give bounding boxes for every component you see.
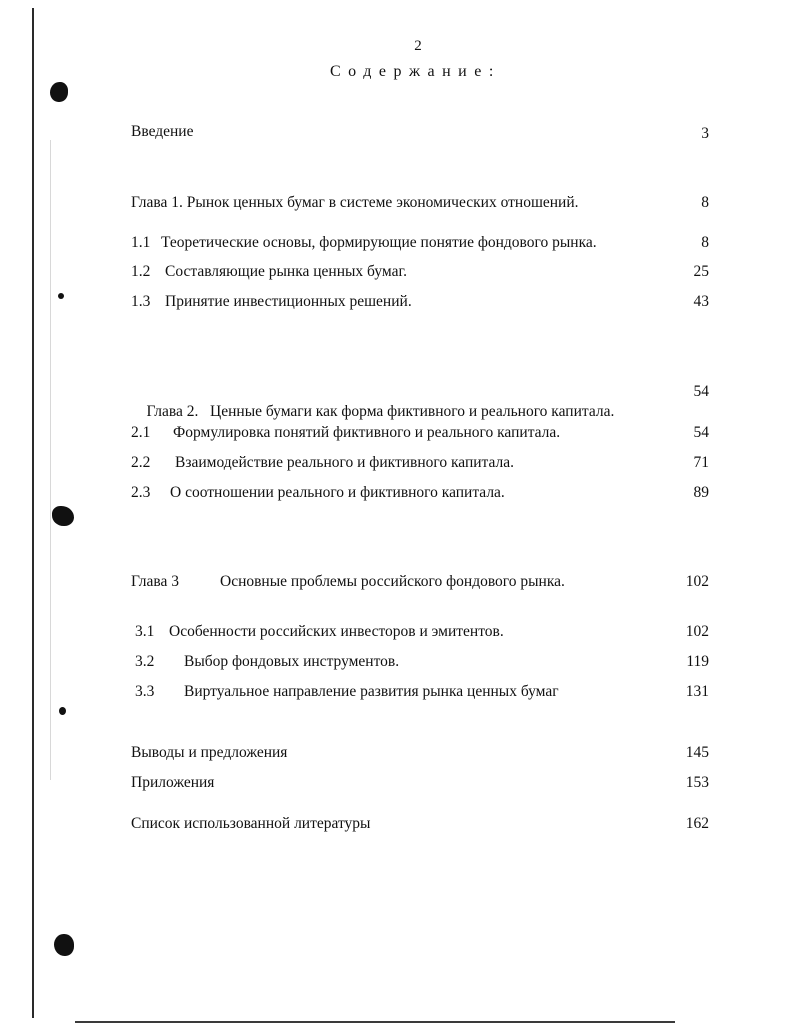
toc-entry-text: Основные проблемы российского фондового рынка. bbox=[220, 573, 565, 590]
toc-entry-text: Виртуальное направление развития рынка ценных бумаг bbox=[184, 683, 559, 700]
toc-entry-page: 25 bbox=[693, 263, 709, 280]
toc-entry-text: Взаимодействие реального и фиктивного капитала. bbox=[175, 454, 515, 471]
toc-entry-section bbox=[131, 483, 150, 503]
toc-entry-page: 145 bbox=[685, 744, 709, 761]
toc-entry-introduction bbox=[131, 122, 193, 142]
toc-entry-page: 153 bbox=[685, 774, 709, 791]
toc-entry-text: Теоретические основы, формирующие понятие фондового рынка. bbox=[161, 234, 597, 251]
toc-entry-number: 3.1 bbox=[135, 623, 155, 640]
toc-entry-text: Составляющие рынка ценных бумаг. bbox=[165, 263, 407, 280]
toc-entry-text: Глава 2. Ценные бумаги как форма фиктивного и реального капитала. bbox=[146, 403, 615, 420]
toc-entry-number: 2.1 bbox=[131, 424, 151, 441]
toc-entry-page: 3 bbox=[701, 125, 709, 142]
toc-entry-page: 102 bbox=[685, 573, 709, 590]
toc-entry-section bbox=[131, 233, 150, 253]
punch-hole-mark bbox=[50, 82, 68, 102]
toc-entry-text: Выбор фондовых инструментов. bbox=[184, 653, 400, 670]
toc-entry-text: Выводы и предложения bbox=[131, 744, 288, 761]
toc-entry-page: 89 bbox=[693, 484, 709, 501]
toc-entry-text: Введение bbox=[131, 123, 194, 140]
toc-entry-section bbox=[135, 682, 154, 702]
punch-hole-mark bbox=[59, 707, 66, 715]
toc-entry-page: 71 bbox=[693, 454, 709, 471]
toc-entry-appendices bbox=[131, 773, 214, 793]
toc-entry-number: 1.2 bbox=[131, 263, 151, 280]
scan-left-edge bbox=[32, 8, 34, 1018]
punch-hole-mark bbox=[52, 506, 74, 526]
toc-entry-number: 3.2 bbox=[135, 653, 155, 670]
punch-hole-mark bbox=[58, 293, 64, 299]
toc-entry-page: 162 bbox=[685, 815, 709, 832]
toc-entry-number: 1.1 bbox=[131, 234, 151, 251]
toc-entry-page: 43 bbox=[693, 293, 709, 310]
toc-entry-text: О соотношении реального и фиктивного капитала. bbox=[170, 484, 505, 501]
toc-entry-page: 8 bbox=[701, 194, 709, 211]
toc-entry-number: 2.3 bbox=[131, 484, 151, 501]
toc-entry-text: Глава 1. Рынок ценных бумаг в системе экономических отношений. bbox=[131, 194, 579, 211]
toc-entry-text: Приложения bbox=[131, 774, 215, 791]
toc-entry-page: 102 bbox=[685, 623, 709, 640]
toc-entry-chapter-3-number: Глава 3 bbox=[131, 573, 180, 590]
toc-entry-text: Принятие инвестиционных решений. bbox=[165, 293, 412, 310]
toc-entry-page: 8 bbox=[701, 234, 709, 251]
toc-entry-number: 1.3 bbox=[131, 293, 151, 310]
toc-entry-page: 54 bbox=[693, 383, 709, 400]
toc-entry-text: Особенности российских инвесторов и эмитентов. bbox=[169, 623, 504, 640]
punch-hole-mark bbox=[54, 934, 74, 956]
toc-entry-number: 2.2 bbox=[131, 454, 151, 471]
toc-entry-page: 119 bbox=[686, 653, 709, 670]
toc-entry-number: 3.3 bbox=[135, 683, 155, 700]
toc-entry-bibliography bbox=[131, 814, 370, 834]
page-number: 2 bbox=[414, 38, 422, 54]
toc-entry-section bbox=[131, 453, 150, 473]
scan-left-edge-faint bbox=[50, 140, 51, 780]
toc-entry-text: Список использованной литературы bbox=[131, 815, 371, 832]
toc-entry-text: Формулировка понятий фиктивного и реального капитала. bbox=[173, 424, 561, 441]
toc-entry-page: 54 bbox=[693, 424, 709, 441]
toc-entry-page: 131 bbox=[685, 683, 709, 700]
toc-entry-section bbox=[135, 652, 154, 672]
toc-entry-section bbox=[131, 423, 150, 443]
toc-entry-section bbox=[131, 292, 150, 312]
toc-entry-section bbox=[131, 262, 150, 282]
toc-entry-chapter-1 bbox=[131, 193, 579, 213]
toc-entry-conclusions bbox=[131, 743, 287, 763]
page-title: Содержание: bbox=[330, 63, 501, 80]
toc-entry-section bbox=[135, 622, 154, 642]
scan-bottom-edge bbox=[75, 1021, 675, 1023]
